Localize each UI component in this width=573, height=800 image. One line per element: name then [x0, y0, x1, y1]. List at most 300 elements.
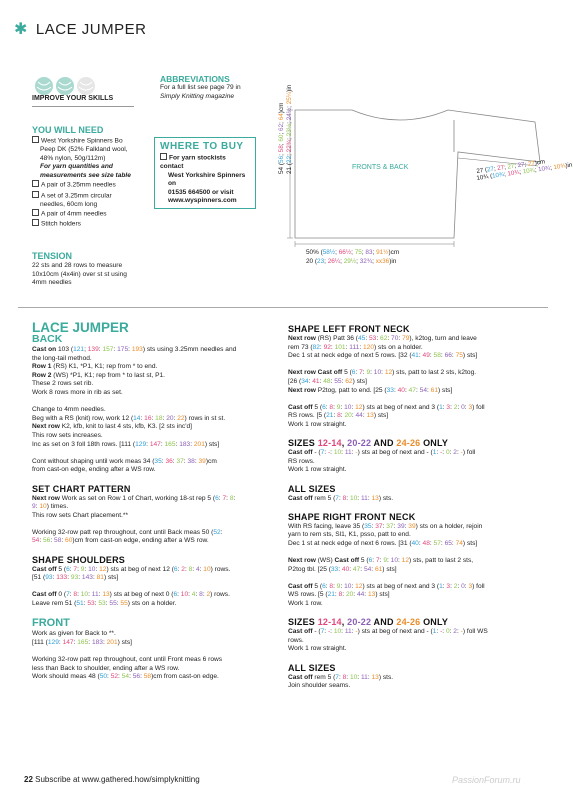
- size-value: 9: [336, 582, 341, 590]
- size-value: -: [460, 628, 463, 636]
- size-value: 37: [176, 457, 184, 465]
- spacer: [288, 548, 548, 557]
- size-value: 10: [373, 369, 382, 377]
- size-value: 8: [329, 403, 334, 411]
- size-value: 75: [455, 352, 463, 360]
- size-value: 37: [375, 522, 383, 530]
- section-heading: SIZES 12-14, 20-22 AND 24-26 ONLY: [288, 617, 449, 628]
- size-value: 4: [195, 565, 200, 573]
- size-value: 20: [345, 591, 354, 599]
- size-value: 39: [198, 457, 206, 465]
- asterisk-icon: ✱: [14, 21, 28, 38]
- width-measure-in: 20 (23; 26¼; 29½; 32¾; xx36)in: [306, 258, 397, 265]
- spacer: [288, 361, 548, 370]
- size-value: 44: [356, 591, 365, 599]
- size-value: 2: [453, 628, 457, 636]
- size-value: 47: [408, 386, 416, 394]
- bold-lead: Row 2: [32, 371, 52, 379]
- bold-lead: Cast off: [288, 403, 313, 411]
- size-value: 11: [344, 449, 352, 457]
- text-line: 4mm needles: [32, 279, 72, 287]
- pattern-line: less than Back to shoulder, ending after a WS row.: [32, 664, 180, 672]
- size-value: 20: [166, 414, 174, 422]
- pattern-line: Join shoulder seams.: [288, 682, 351, 690]
- pattern-line: Cast off 5 (6: 7: 9: 10: 12) sts at beg of next 12 (6: 2: 8: 4: 10) rows.: [32, 565, 231, 573]
- size-value: 6: [322, 403, 326, 411]
- spacer: [32, 520, 284, 529]
- materials-section: [32, 125, 154, 229]
- size-value: -: [327, 628, 331, 636]
- size-value: 22¾: [286, 139, 293, 153]
- size-value: 58: [54, 537, 62, 545]
- size-value: 10: [344, 403, 352, 411]
- pattern-line: Cast off - (7: -: 10: 11: -) sts at beg of next and - (1: -: 0: 2: -) foll: [288, 449, 476, 457]
- size-value: 22: [286, 155, 293, 163]
- materials-list: [32, 180, 154, 229]
- size-value: 7: [73, 565, 78, 573]
- size-value: 75: [354, 249, 362, 256]
- size-value: 20-22: [347, 438, 372, 449]
- size-value: 27: [496, 164, 505, 173]
- sleeve-measure-cm: 27 (27; 27; 27; 27; 27)cm: [476, 158, 546, 175]
- abbreviations-line: Simply Knitting magazine: [160, 92, 235, 100]
- size-value: 147: [62, 638, 74, 646]
- size-value: 83: [365, 249, 373, 256]
- size-value: 9: [336, 403, 341, 411]
- where-line: For yarn stockists contact: [160, 153, 250, 172]
- pattern-line: Change to 4mm needles.: [32, 406, 106, 414]
- size-value: 3: [468, 582, 473, 590]
- length-measure-cm: 54 (56; 58; 60; 62; 64)cm: [278, 102, 285, 174]
- size-value: 48: [422, 539, 430, 547]
- size-value: 175: [117, 346, 129, 353]
- size-value: 23: [317, 258, 325, 265]
- pattern-line: Cast on 103 (121; 139: 157: 175: 193) sts using 3.25mm needles and: [32, 346, 237, 353]
- pattern-line: With RS facing, leave 35 (35: 37: 37: 39: 39) sts on a holder, rejoin: [288, 522, 483, 530]
- material-item: A pair of 3.25mm needles: [32, 180, 154, 190]
- size-value: 2: [206, 591, 211, 599]
- length-measure-in: 21 (22; 22¾; 23½; 24½; 25¼)in: [286, 84, 293, 174]
- size-value: 10: [80, 591, 89, 599]
- pattern-line: Working 32-row patt rep throughout, cont until Back meas 50 (52:: [32, 528, 223, 536]
- size-value: 57: [433, 539, 441, 547]
- size-value: 33: [330, 565, 339, 573]
- bold-lead: Cast on: [32, 346, 57, 353]
- pattern-line: Row 2 (WS) *P1, K1; rep from * to last st, P1.: [32, 371, 166, 379]
- size-value: 14: [133, 414, 141, 422]
- where-heading: WHERE TO BUY: [160, 141, 244, 152]
- pattern-line: Next row (RS) Patt 36 (45: 53: 62: 70: 79), k2tog, turn and leave: [288, 335, 477, 342]
- width-measure-cm: 50% (58½; 66½; 75; 83; 91½)cm: [306, 249, 400, 256]
- size-value: 9: [366, 369, 371, 377]
- size-value: 1: [439, 582, 443, 590]
- where-line: 01535 664500 or visit: [168, 188, 234, 196]
- where-line: www.wyspinners.com: [168, 197, 237, 205]
- size-value: 54: [121, 673, 130, 681]
- size-value: 58½: [322, 249, 336, 256]
- bold-lead: Cast off: [32, 591, 57, 599]
- text-line: 22 sts and 28 rows to measure: [32, 262, 123, 269]
- size-value: 27: [507, 162, 515, 171]
- size-value: 13: [371, 673, 379, 681]
- materials-heading: YOU WILL NEED: [32, 125, 104, 135]
- size-value: 26¼: [327, 258, 341, 265]
- size-value: 10: [349, 673, 358, 681]
- pattern-line: Work as given for Back to **.: [32, 630, 116, 638]
- size-value: 10: [349, 494, 358, 502]
- material-item: Stitch holders: [32, 219, 154, 229]
- size-value: 49: [422, 352, 430, 360]
- pattern-line: Next row Cast off 5 (6: 7: 9: 10: 12) sts, patt to last 2 sts, k2tog.: [288, 369, 477, 377]
- size-value: 3: [468, 403, 473, 411]
- size-value: 40: [341, 565, 350, 573]
- divider: [32, 106, 134, 107]
- size-value: 53: [87, 600, 95, 608]
- pattern-line: Dec 1 st at neck edge of next 5 rows. [32 (41: 49: 58: 66: 75) sts]: [288, 352, 478, 360]
- size-value: 56: [278, 155, 285, 163]
- pattern-line: This row sets Chart placement.**: [32, 511, 129, 519]
- size-value: 7: [66, 591, 70, 599]
- size-value: 27: [527, 159, 536, 168]
- schematic-label: FRONTS & BACK: [352, 164, 409, 171]
- size-value: 47: [352, 565, 361, 573]
- where-text: [160, 153, 250, 206]
- abbreviations-heading: ABBREVIATIONS: [160, 74, 230, 84]
- pattern-line: Next row Work as set on Row 1 of Chart, working 18-st rep 5 (6: 7: 8:: [32, 494, 236, 502]
- size-value: 16: [144, 414, 152, 422]
- text-line: measurements see size table: [40, 171, 131, 179]
- pattern-line: Cont without shaping until work meas 34 (35: 36: 37: 38: 39)cm: [32, 457, 217, 465]
- bold-lead: Cast off: [288, 582, 313, 590]
- pattern-line: [26 (34: 41: 48: 55: 62) sts]: [288, 377, 367, 385]
- size-value: 10¾: [553, 162, 566, 172]
- size-value: 7: [222, 494, 227, 502]
- size-value: 10¾: [491, 171, 505, 180]
- size-value: 40: [411, 539, 419, 547]
- size-value: 12: [355, 403, 363, 411]
- size-value: 12-14: [317, 438, 342, 449]
- size-value: 13: [371, 494, 379, 502]
- pattern-line: Leave rem 51 (51: 53: 53: 55: 55) sts on a holder.: [32, 600, 177, 608]
- section-divider: [18, 307, 548, 308]
- pattern-line: 54: 56: 58: 60)cm from cast-on edge, ending after a WS row.: [32, 537, 209, 545]
- size-value: 58: [278, 145, 285, 153]
- pattern-line: [111 (129: 147: 165: 183: 201) sts]: [32, 638, 132, 646]
- size-value: 20: [344, 412, 352, 420]
- pattern-line: Dec 1 st at neck edge of next 6 rows. [31 (40: 48: 57: 65: 74) sts]: [288, 539, 478, 547]
- size-value: 2: [181, 565, 185, 573]
- pattern-line: Beg with a RS (knit) row, work 12 (14: 16: 18: 20: 22) rows in st st.: [32, 414, 226, 422]
- pattern-line: Next row P2tog, patt to end. [25 (33: 40: 47: 54: 61) sts]: [288, 386, 453, 394]
- size-value: 91½: [376, 249, 389, 256]
- size-value: 10: [180, 591, 189, 599]
- size-value: 23½: [286, 123, 293, 137]
- size-value: 55: [120, 600, 128, 608]
- pattern-line: RS rows.: [288, 457, 315, 465]
- size-value: 10: [88, 565, 96, 573]
- yarn-line: West Yorkshire Spinners Bo: [32, 136, 154, 146]
- pattern-line: rem 73 (82: 92: 101: 111: 120) sts on a holder.: [288, 343, 423, 351]
- material-item: A pair of 4mm needles: [32, 209, 154, 219]
- size-value: 13: [366, 412, 374, 420]
- size-value: 2: [453, 403, 458, 411]
- size-value: 193: [131, 346, 143, 353]
- section-heading: SHAPE LEFT FRONT NECK: [288, 324, 410, 334]
- size-value: 1: [432, 628, 437, 636]
- size-value: 62: [380, 335, 388, 342]
- size-value: 7: [335, 673, 339, 681]
- size-value: 0: [445, 449, 450, 457]
- size-value: 12: [401, 557, 410, 565]
- spacer: [32, 647, 284, 656]
- page-title: ✱ LACE JUMPER: [14, 21, 147, 38]
- pattern-line: from cast-on edge, ending after a WS row.: [32, 466, 156, 474]
- size-value: 10: [390, 557, 398, 565]
- size-value: 66½: [338, 249, 352, 256]
- spacer: [288, 395, 548, 404]
- spacer: [32, 475, 284, 484]
- size-value: 33: [386, 386, 394, 394]
- size-value: 6: [66, 565, 70, 573]
- size-value: xx36: [375, 258, 390, 265]
- bold-lead: Next row: [32, 494, 60, 502]
- size-value: 24-26: [396, 617, 421, 628]
- size-value: 53: [369, 335, 377, 342]
- size-value: 12-14: [317, 617, 342, 628]
- section-heading: SHAPE SHOULDERS: [32, 554, 126, 565]
- size-value: 183: [179, 440, 191, 448]
- size-value: 0: [461, 582, 465, 590]
- size-value: 51: [76, 600, 84, 608]
- pattern-line: the long-tail method.: [32, 354, 92, 362]
- size-value: Cast off: [334, 557, 360, 565]
- size-value: 82: [312, 343, 320, 351]
- size-value: 11: [360, 494, 368, 502]
- size-value: 147: [149, 440, 161, 448]
- size-value: 65: [444, 539, 452, 547]
- size-value: 10: [203, 565, 211, 573]
- spacer: [288, 574, 548, 583]
- size-value: 50: [99, 673, 108, 681]
- size-value: 10: [39, 503, 47, 511]
- pattern-line: yarn to rem sts, Sl1, K1, psso, patt to end.: [288, 531, 411, 539]
- size-value: 58: [143, 673, 152, 681]
- spacer: [288, 609, 548, 618]
- size-value: 21: [326, 412, 334, 420]
- where-to-buy-box: [154, 137, 256, 209]
- bold-lead: Cast off: [288, 494, 313, 502]
- pattern-title: LACE JUMPER: [32, 320, 129, 335]
- pattern-line: Next row (WS) Cast off 5 (6: 7: 9: 10: 12) sts, patt to last 2 sts,: [288, 557, 474, 565]
- pattern-line: Work 1 row.: [288, 600, 323, 608]
- size-value: 56: [43, 537, 51, 545]
- size-value: 120: [362, 343, 374, 351]
- tension-text: [32, 262, 162, 288]
- size-value: 9: [32, 503, 36, 511]
- size-value: -: [327, 449, 331, 457]
- size-value: 61: [430, 386, 439, 394]
- pattern-line: Cast off 5 (6: 8: 9: 10: 12) sts at beg of next and 3 (1: 3: 2: 0: 3) foll: [288, 403, 485, 411]
- yarn-description: [32, 136, 154, 163]
- size-value: -: [440, 449, 443, 457]
- size-value: 9: [383, 557, 387, 565]
- size-value: 37: [386, 522, 394, 530]
- size-value: 6: [173, 591, 178, 599]
- size-value: 27: [486, 165, 495, 174]
- size-value: 66: [444, 352, 452, 360]
- size-value: 8: [229, 494, 234, 502]
- size-value: 183: [91, 638, 103, 646]
- size-value: 8: [199, 591, 203, 599]
- size-value: 54: [363, 565, 372, 573]
- size-value: 55: [334, 377, 342, 385]
- size-value: 70: [391, 335, 399, 342]
- size-value: 32¾: [359, 258, 373, 265]
- pattern-line: Cast off - (7: -: 10: 11: -) sts at beg of next and - (1: -: 0: 2: -) foll WS: [288, 628, 488, 636]
- pattern-line: Row 1 (RS) K1, *P1, K1; rep from * to end.: [32, 363, 158, 371]
- size-value: 58: [433, 352, 441, 360]
- size-value: 11: [344, 628, 352, 636]
- size-value: 13: [102, 591, 110, 599]
- footer: [24, 775, 200, 785]
- yarn-line: 48% nylon, 50g/112m): [40, 154, 106, 162]
- sleeve-measure-in: 10¾ (10¾; 10¾; 10¾; 10¾; 10¾)in: [476, 161, 573, 182]
- pattern-line: This row sets increases.: [32, 431, 103, 439]
- size-value: 35: [154, 457, 162, 465]
- pattern-line: Next row K2, kfb, knit to last 4 sts, kfb, K3. [2 sts inc'd]: [32, 423, 192, 431]
- pattern-line: Work 1 row straight.: [288, 645, 347, 653]
- size-value: 8: [342, 494, 347, 502]
- bold-lead: Next row: [32, 423, 60, 431]
- pattern-line: Work 1 row straight.: [288, 466, 347, 474]
- size-value: 35: [364, 522, 372, 530]
- size-value: 11: [91, 591, 99, 599]
- pattern-line: Working 32-row patt rep throughout, cont until Front meas 6 rows: [32, 656, 223, 663]
- size-value: 121: [73, 346, 85, 353]
- bold-lead: Next row Cast off: [288, 369, 343, 377]
- size-value: 20-22: [347, 617, 372, 628]
- size-value: 2: [453, 582, 458, 590]
- size-value: 165: [77, 638, 89, 646]
- size-value: 129: [135, 440, 147, 448]
- size-value: 6: [322, 582, 326, 590]
- pattern-line: Work 8 rows more in rib as set.: [32, 388, 123, 396]
- size-value: 12: [384, 369, 393, 377]
- bold-lead: Cast off: [288, 449, 313, 457]
- pattern-line: [51 (93: 133: 93: 143: 81) sts]: [32, 574, 119, 582]
- pattern-line: Cast off rem 5 (7: 8: 10: 11: 13) sts.: [288, 494, 394, 502]
- pattern-line: Cast off 0 (7: 8: 10: 11: 13) sts at beg of next 0 (6: 10: 4: 8: 2) rows.: [32, 591, 230, 599]
- size-value: 52: [110, 673, 119, 681]
- pattern-line: Inc as set on 3 foll 18th rows. [111 (129: 147: 165: 183: 201) sts]: [32, 440, 220, 448]
- bold-lead: Row 1: [32, 363, 52, 371]
- spacer: [32, 546, 284, 555]
- size-value: 111: [349, 343, 360, 351]
- size-value: 41: [411, 352, 419, 360]
- size-value: -: [460, 449, 463, 457]
- size-value: 201: [106, 638, 118, 646]
- size-value: 10: [333, 449, 342, 457]
- size-value: 8: [73, 591, 78, 599]
- tension-heading: TENSION: [32, 251, 73, 261]
- bold-lead: Next row: [288, 557, 316, 565]
- size-value: 38: [187, 457, 195, 465]
- size-value: 81: [96, 574, 104, 582]
- tension-section: [32, 251, 162, 288]
- size-value: 39: [408, 522, 416, 530]
- size-value: 92: [323, 343, 331, 351]
- size-value: 8: [337, 412, 341, 420]
- text-line: 10x10cm (4x4in) over st st using: [32, 270, 127, 278]
- section-heading: ALL SIZES: [288, 662, 336, 673]
- section-heading: SET CHART PATTERN: [32, 483, 131, 494]
- size-value: 101: [334, 343, 346, 351]
- size-value: 22: [177, 414, 185, 422]
- size-value: 143: [81, 574, 93, 582]
- size-value: 93: [45, 574, 53, 582]
- size-value: 29½: [343, 258, 357, 265]
- size-value: 62: [345, 377, 353, 385]
- pattern-line: Work should meas 48 (50: 52: 54: 56: 58)cm from cast-on edge.: [32, 673, 219, 681]
- size-value: 1: [432, 449, 437, 457]
- size-value: 4: [191, 591, 196, 599]
- size-value: 54: [32, 537, 40, 545]
- pattern-line: Cast off rem 5 (7: 8: 10: 11: 13) sts.: [288, 673, 394, 681]
- page-number: 22: [24, 775, 33, 784]
- size-value: 48: [323, 377, 331, 385]
- size-value: 9: [80, 565, 85, 573]
- size-value: 7: [335, 494, 339, 502]
- size-value: 8: [338, 591, 343, 599]
- size-value: 7: [359, 369, 363, 377]
- size-value: 2: [453, 449, 457, 457]
- pattern-subtitle: BACK: [32, 333, 63, 345]
- size-value: 44: [355, 412, 363, 420]
- size-value: 10¾: [522, 166, 536, 176]
- size-value: 3: [446, 582, 451, 590]
- pattern-left-column: [32, 346, 284, 682]
- size-value: 53: [98, 600, 106, 608]
- size-value: 61: [374, 565, 383, 573]
- skills-label: IMPROVE YOUR SKILLS: [32, 95, 114, 102]
- yarn-note: [32, 163, 154, 180]
- size-value: 60: [65, 537, 73, 545]
- material-item: A set of 3.25mm circular: [32, 191, 154, 201]
- size-value: 0: [445, 628, 450, 636]
- section-heading: SIZES 12-14, 20-22 AND 24-26 ONLY: [288, 438, 449, 449]
- size-value: 18: [155, 414, 163, 422]
- size-value: 40: [397, 386, 405, 394]
- bold-lead: Next row: [288, 335, 316, 342]
- abbreviations-box: [160, 74, 241, 101]
- spacer: [288, 503, 548, 512]
- size-value: 10: [344, 582, 352, 590]
- spacer: [32, 398, 284, 407]
- size-value: 55: [109, 600, 117, 608]
- size-value: 60: [278, 134, 285, 142]
- size-value: -: [440, 628, 443, 636]
- size-value: -: [355, 449, 358, 457]
- size-value: 7: [320, 628, 325, 636]
- size-value: 7: [375, 557, 380, 565]
- spacer: [32, 609, 284, 618]
- pattern-title-block: [32, 321, 129, 345]
- size-value: 8: [329, 582, 334, 590]
- size-value: 34: [301, 377, 309, 385]
- section-heading: SHAPE RIGHT FRONT NECK: [288, 511, 416, 522]
- size-value: 36: [165, 457, 173, 465]
- size-value: 10¾: [537, 164, 551, 174]
